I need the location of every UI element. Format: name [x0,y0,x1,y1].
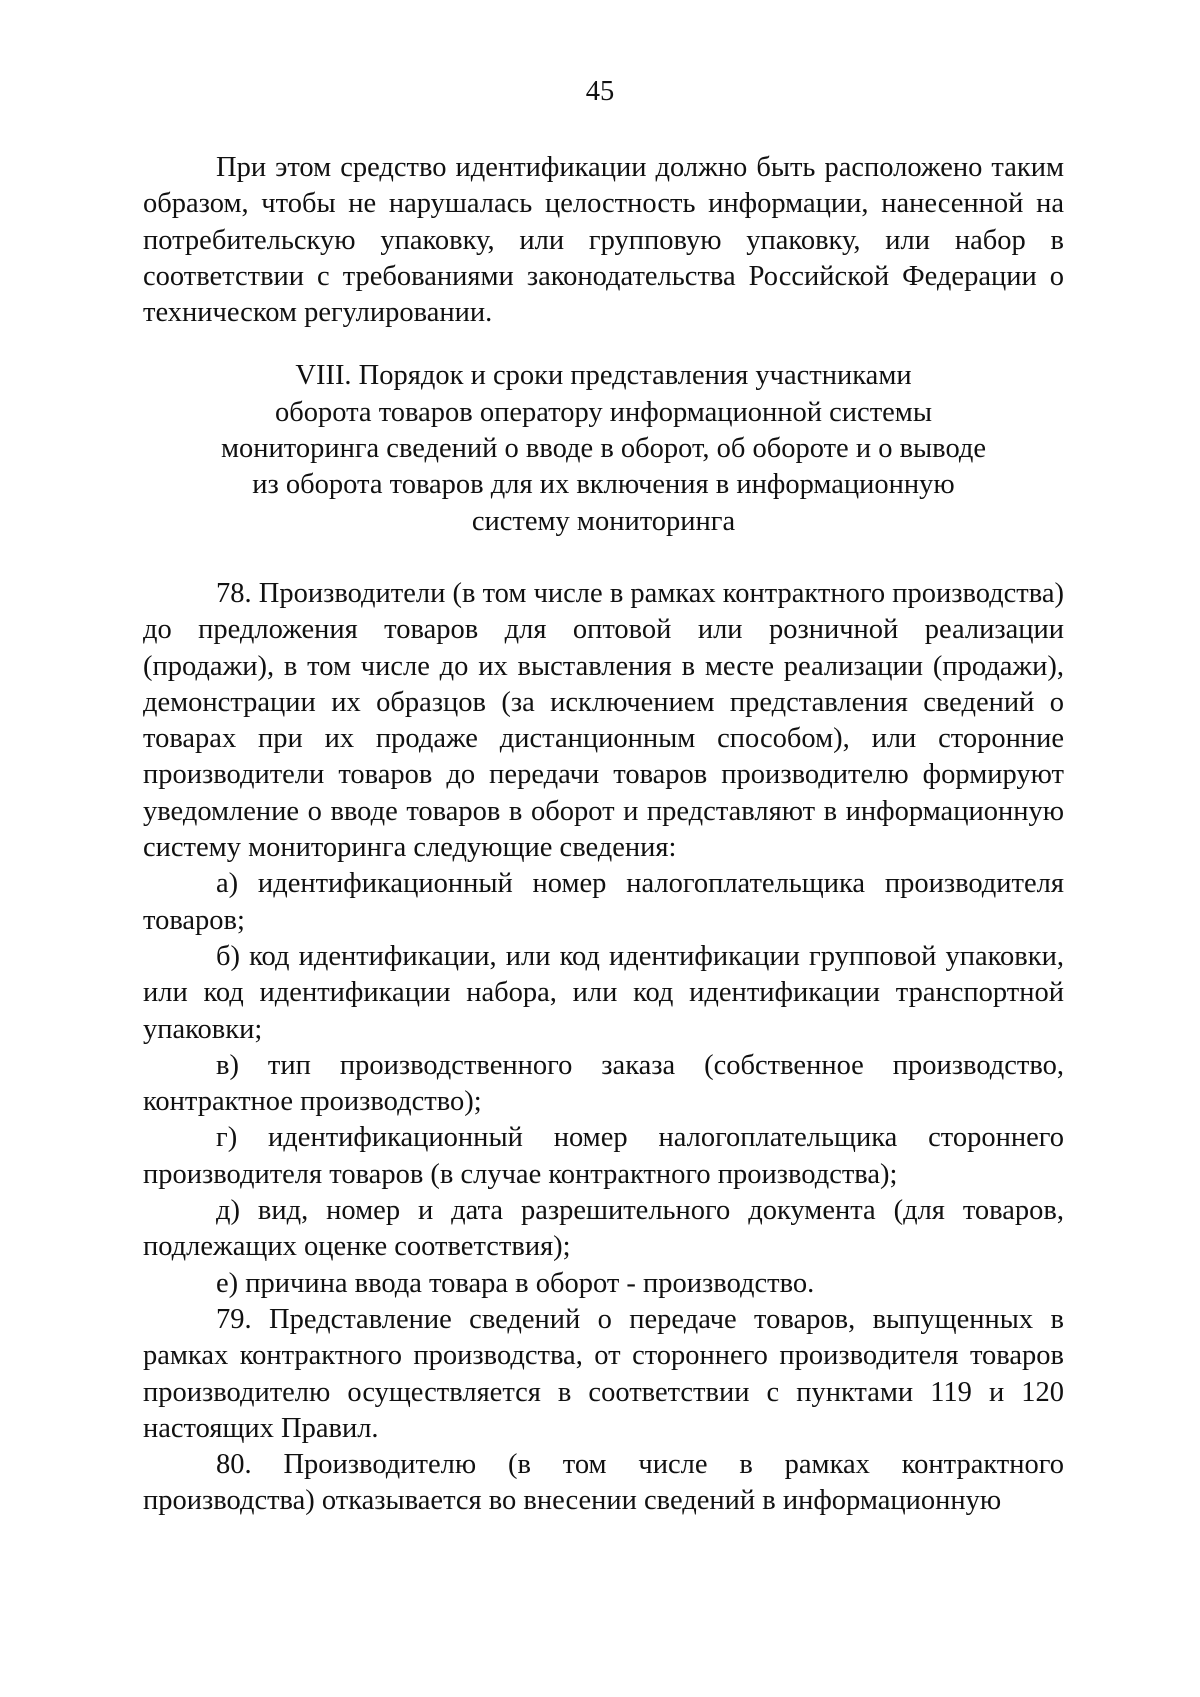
section-heading-line: мониторинга сведений о вводе в оборот, об обороте и о выводе [220,433,987,465]
subclause-a: а) идентификационный номер налогоплательщика производителя товаров; [143,868,1064,936]
clause-78: 78. Производители (в том числе в рамках контрактного производства) до предложения товаров для оптовой или розничной реализации (продажи), в том числе до их выставления в месте реализации (продажи), демонстрации их образцов (за исключением представления сведений о товарах при их продаже дистанционным способом), или сторонние производители товаров до передачи товаров производителю формируют уведомление о вводе товаров в оборот и представляют в информационную систему мониторинга следующие сведения: [143,577,1064,864]
document-body [143,150,1064,1520]
intro-paragraph: При этом средство идентификации должно быть расположено таким образом, чтобы не нарушалась целостность информации, нанесенной на потребительскую упаковку, или групповую упаковку, или набор в соответствии с требованиями законодательства Российской Федерации о техническом регулировании. [143,152,1064,329]
section-heading [143,358,1064,539]
section-heading-line: оборота товаров оператору информационной системы [275,396,932,428]
subclause-g: г) идентификационный номер налогоплательщика стороннего производителя товаров (в случае контрактного производства); [143,1122,1064,1190]
section-heading-line: систему мониторинга [471,505,736,537]
spacer [143,540,1064,576]
clause-79: 79. Представление сведений о передаче товаров, выпущенных в рамках контрактного производства, от стороннего производителя товаров производителю осуществляется в соответствии с пунктами 119 и 120 настоящих Правил. [143,1303,1064,1444]
page-number: 45 [585,76,615,107]
subclause-b: б) код идентификации, или код идентификации групповой упаковки, или код идентификации набора, или код идентификации транспортной упаковки; [143,940,1064,1045]
subclause-e: е) причина ввода товара в оборот - производство. [216,1267,815,1299]
clause-80: 80. Производителю (в том числе в рамках контрактного производства) отказывается во внесении сведений в информационную [143,1449,1064,1517]
subclause-d: д) вид, номер и дата разрешительного документа (для товаров, подлежащих оценке соответствия); [143,1195,1064,1263]
spacer [143,331,1064,358]
section-heading-line: VIII. Порядок и сроки представления участниками [295,360,912,392]
section-heading-line: из оборота товаров для их включения в информационную [252,469,955,501]
subclause-v: в) тип производственного заказа (собственное производство, контрактное производство); [143,1049,1064,1118]
